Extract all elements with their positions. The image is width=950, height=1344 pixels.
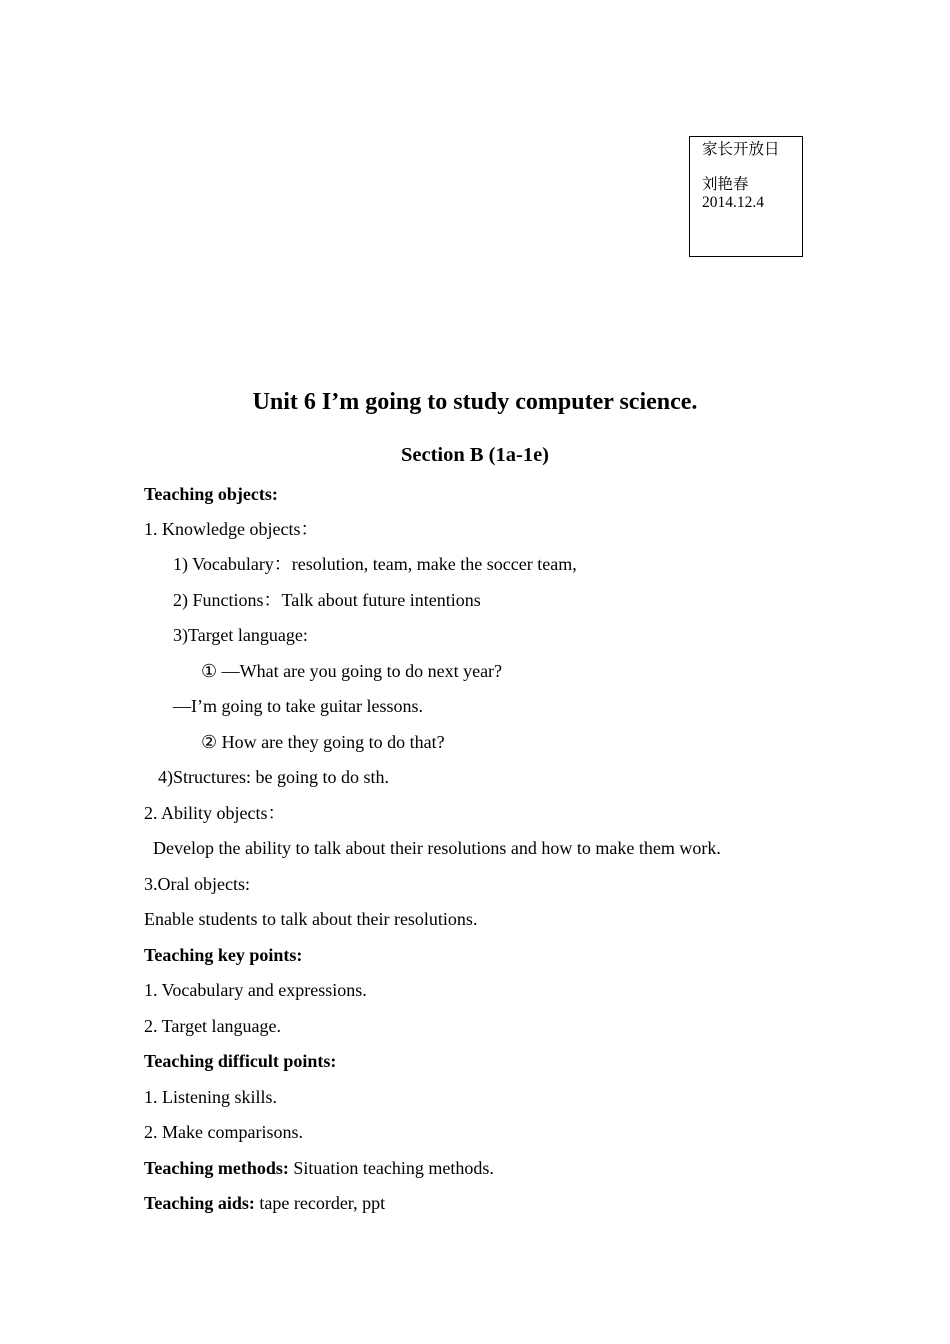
key-points-heading: Teaching key points: — [144, 945, 303, 965]
ability-objects: 2. Ability objects： — [144, 803, 286, 823]
difficult-points-heading: Teaching difficult points: — [144, 1051, 337, 1071]
key-point-1: 1. Vocabulary and expressions. — [144, 980, 367, 1000]
document-title: Unit 6 I’m going to study computer science. — [252, 389, 698, 415]
teacher-name: 刘艳春 — [702, 176, 749, 193]
vocabulary-line: 1) Vocabulary：resolution, team, make the soccer team, — [173, 554, 577, 574]
difficult-point-1: 1. Listening skills. — [144, 1087, 278, 1107]
teaching-methods — [144, 1157, 494, 1179]
section-subtitle: Section B (1a-1e) — [400, 444, 550, 466]
header-info-box — [689, 136, 803, 257]
functions-line: 2) Functions：Talk about future intentions — [173, 590, 481, 610]
event-label: 家长开放日 — [702, 141, 780, 158]
example-question-1: ① —What are you going to do next year? — [201, 661, 503, 681]
teaching-aids — [144, 1192, 385, 1214]
knowledge-objects: 1. Knowledge objects： — [144, 519, 319, 539]
example-answer-1: —I’m going to take guitar lessons. — [173, 696, 423, 716]
teaching-aids-label: Teaching aids: — [144, 1193, 255, 1213]
example-question-2: ② How are they going to do that? — [201, 732, 445, 752]
key-point-2: 2. Target language. — [144, 1016, 282, 1036]
difficult-point-2: 2. Make comparisons. — [144, 1122, 303, 1142]
teaching-objects-heading: Teaching objects: — [144, 484, 278, 504]
date: 2014.12.4 — [702, 194, 764, 211]
teaching-methods-value: Situation teaching methods. — [288, 1158, 494, 1178]
teaching-methods-label: Teaching methods: — [144, 1158, 289, 1178]
oral-objects: 3.Oral objects: — [144, 874, 250, 894]
target-language-line: 3)Target language: — [173, 625, 308, 645]
oral-description: Enable students to talk about their resolutions. — [144, 909, 478, 929]
ability-description: Develop the ability to talk about their resolutions and how to make them work. — [153, 838, 721, 858]
structures-line: 4)Structures: be going to do sth. — [158, 767, 389, 787]
teaching-aids-value: tape recorder, ppt — [254, 1193, 386, 1213]
